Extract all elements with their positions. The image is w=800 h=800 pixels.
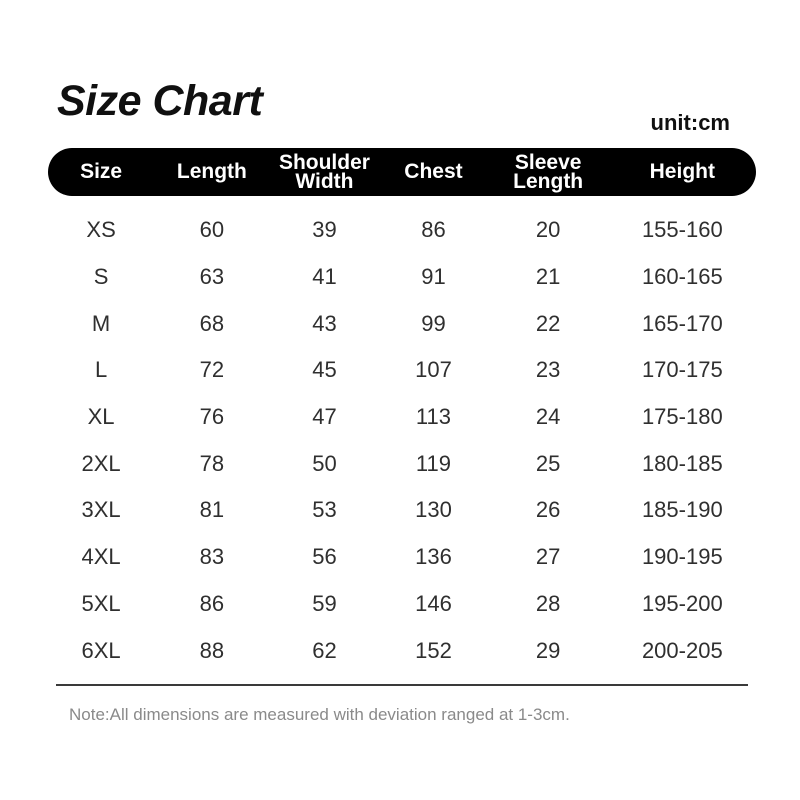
table-cell-length: 76 bbox=[199, 404, 225, 430]
table-cell-sleeve-length: 23 bbox=[535, 357, 561, 383]
table-cell-length: 78 bbox=[199, 450, 225, 476]
table-cell-chest: 130 bbox=[415, 497, 452, 523]
divider-line bbox=[56, 684, 748, 686]
table-row bbox=[48, 254, 756, 301]
table-cell-sleeve-length: 27 bbox=[535, 544, 561, 570]
table-cell-shoulder-width: 41 bbox=[312, 264, 337, 290]
table-cell-length: 86 bbox=[199, 590, 225, 616]
table-cell-size: 4XL bbox=[81, 544, 121, 570]
table-cell-sleeve-length: 24 bbox=[535, 404, 561, 430]
table-cell-shoulder-width: 50 bbox=[312, 450, 337, 476]
table-cell-size: 6XL bbox=[81, 637, 121, 663]
table-cell-sleeve-length: 22 bbox=[535, 310, 561, 336]
table-row bbox=[48, 440, 756, 487]
table-cell-chest: 119 bbox=[415, 450, 451, 476]
table-cell-shoulder-width: 47 bbox=[312, 404, 337, 430]
table-cell-chest: 99 bbox=[421, 310, 446, 336]
table-row bbox=[48, 581, 756, 628]
table-cell-shoulder-width: 43 bbox=[312, 310, 337, 336]
table-cell-height: 165-170 bbox=[641, 310, 723, 336]
column-header-chest: Chest bbox=[404, 160, 463, 184]
table-cell-length: 83 bbox=[199, 544, 225, 570]
table-cell-shoulder-width: 59 bbox=[312, 590, 337, 616]
table-cell-size: 2XL bbox=[81, 450, 121, 476]
table-cell-chest: 113 bbox=[415, 404, 451, 430]
table-cell-length: 81 bbox=[199, 497, 225, 523]
table-cell-size: L bbox=[94, 357, 108, 383]
column-header-height: Height bbox=[649, 160, 715, 184]
column-header-length: Length bbox=[176, 160, 247, 184]
size-table-body bbox=[48, 207, 756, 674]
table-cell-height: 190-195 bbox=[641, 544, 723, 570]
table-cell-length: 63 bbox=[199, 264, 225, 290]
page-title: Size Chart bbox=[57, 77, 263, 125]
table-cell-sleeve-length: 21 bbox=[535, 264, 561, 290]
table-cell-sleeve-length: 29 bbox=[535, 637, 561, 663]
table-cell-height: 160-165 bbox=[641, 264, 723, 290]
table-row bbox=[48, 487, 756, 534]
table-cell-size: 3XL bbox=[81, 497, 121, 523]
unit-label: unit:cm bbox=[650, 110, 730, 135]
table-cell-height: 185-190 bbox=[641, 497, 723, 523]
table-row bbox=[48, 300, 756, 347]
table-cell-shoulder-width: 56 bbox=[312, 544, 337, 570]
table-header-row bbox=[48, 148, 756, 196]
column-header-sleeve-length: Sleeve Length bbox=[513, 150, 584, 193]
table-cell-sleeve-length: 28 bbox=[535, 590, 561, 616]
table-cell-shoulder-width: 53 bbox=[312, 497, 337, 523]
table-cell-sleeve-length: 26 bbox=[535, 497, 561, 523]
table-cell-size: XS bbox=[86, 217, 116, 243]
table-cell-size: 5XL bbox=[81, 590, 121, 616]
table-cell-chest: 146 bbox=[415, 590, 452, 616]
table-cell-height: 175-180 bbox=[641, 404, 723, 430]
table-cell-height: 180-185 bbox=[641, 450, 723, 476]
table-row bbox=[48, 394, 756, 441]
column-header-shoulder-width: Shoulder Width bbox=[278, 150, 370, 193]
table-cell-height: 195-200 bbox=[641, 590, 723, 616]
table-cell-length: 68 bbox=[199, 310, 225, 336]
table-cell-shoulder-width: 62 bbox=[312, 637, 337, 663]
table-cell-chest: 136 bbox=[415, 544, 452, 570]
table-row bbox=[48, 534, 756, 581]
table-cell-sleeve-length: 20 bbox=[535, 217, 561, 243]
table-cell-chest: 86 bbox=[421, 217, 446, 243]
table-cell-shoulder-width: 39 bbox=[312, 217, 337, 243]
table-cell-height: 155-160 bbox=[641, 217, 723, 243]
table-cell-chest: 107 bbox=[415, 357, 452, 383]
table-cell-length: 72 bbox=[199, 357, 225, 383]
table-cell-height: 170-175 bbox=[641, 357, 723, 383]
table-cell-sleeve-length: 25 bbox=[535, 450, 561, 476]
table-row bbox=[48, 347, 756, 394]
table-cell-chest: 91 bbox=[421, 264, 446, 290]
note-text: Note:All dimensions are measured with deviation ranged at 1-3cm. bbox=[69, 705, 570, 724]
table-cell-length: 88 bbox=[199, 637, 225, 663]
table-cell-size: S bbox=[93, 264, 109, 290]
table-cell-size: XL bbox=[87, 404, 115, 430]
table-cell-shoulder-width: 45 bbox=[312, 357, 337, 383]
table-cell-height: 200-205 bbox=[641, 637, 723, 663]
table-cell-length: 60 bbox=[199, 217, 225, 243]
table-cell-chest: 152 bbox=[415, 637, 452, 663]
table-cell-size: M bbox=[91, 310, 111, 336]
table-row bbox=[48, 207, 756, 254]
table-row bbox=[48, 627, 756, 674]
column-header-size: Size bbox=[80, 160, 123, 184]
